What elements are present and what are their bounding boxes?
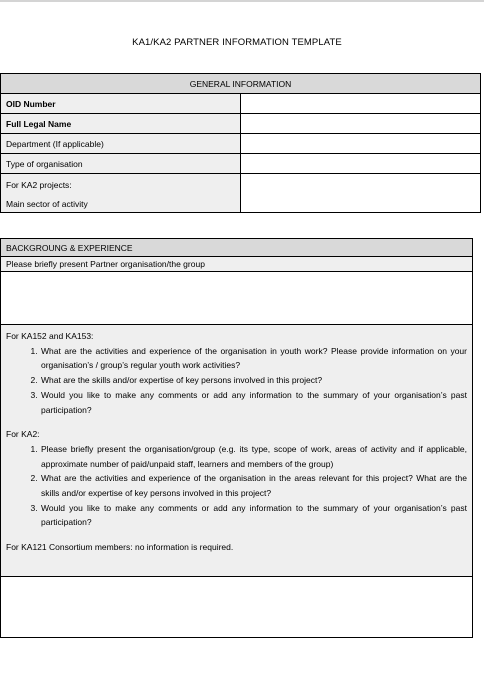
list-item: 3. Would you like to make any comments or add any information to the summary of your organisation’s past participation?: [40, 388, 467, 417]
main-sector-label: Main sector of activity: [6, 198, 88, 209]
table-row: [1, 174, 481, 213]
list-item: 3. Would you like to make any comments or add any information to the summary of your organisation’s past participation?: [40, 501, 467, 530]
type-of-organisation-label: Type of organisation: [1, 154, 241, 174]
department-label: Department (If applicable): [1, 134, 241, 154]
list-item: 2. What are the skills and/or expertise of key persons involved in this project?: [40, 373, 467, 388]
list-item: 2. What are the activities and experience of the organisation in the areas relevant for this project? What are the skills and/or expertise of key persons involved in this project?: [40, 471, 467, 500]
ka2-heading: For KA2:: [6, 429, 40, 440]
ka2-question-list: [6, 442, 467, 530]
ka121-note: For KA121 Consortium members: no information is required.: [6, 542, 234, 553]
document-title: KA1/KA2 PARTNER INFORMATION TEMPLATE: [132, 37, 342, 48]
page-top-border: [0, 0, 484, 2]
background-experience-header: BACKGROUNG & EXPERIENCE: [1, 239, 473, 257]
table-row: [1, 154, 481, 174]
type-of-organisation-field[interactable]: [241, 154, 481, 174]
background-answer-field[interactable]: [1, 577, 473, 638]
background-experience-subheader: Please briefly present Partner organisation/the group: [1, 257, 473, 272]
table-row: [1, 134, 481, 154]
background-experience-table: [0, 238, 473, 638]
oid-number-label: OID Number: [1, 94, 241, 114]
ka2-sector-label: [1, 174, 241, 213]
ka152-heading: For KA152 and KA153:: [6, 331, 94, 341]
partner-presentation-field[interactable]: [1, 272, 473, 325]
ka152-question-list: [6, 344, 467, 418]
guidance-cell: [1, 325, 473, 577]
table-row: [1, 94, 481, 114]
oid-number-field[interactable]: [241, 94, 481, 114]
list-item: 1. Please briefly present the organisation/group (e.g. its type, scope of work, areas of activity and if applicable, approximate number of paid/unpaid staff, learners and members of the group): [40, 442, 467, 471]
department-field[interactable]: [241, 134, 481, 154]
general-information-table: [0, 73, 481, 213]
full-legal-name-label: Full Legal Name: [1, 114, 241, 134]
list-item: 1. What are the activities and experience of the organisation in youth work? Please provide information on your organisation’s / group’s regular youth work activities?: [40, 344, 467, 373]
main-sector-field[interactable]: [241, 174, 481, 213]
table-row: [1, 114, 481, 134]
general-information-header: GENERAL INFORMATION: [1, 74, 481, 94]
ka2-projects-label: For KA2 projects:: [6, 179, 72, 190]
full-legal-name-field[interactable]: [241, 114, 481, 134]
